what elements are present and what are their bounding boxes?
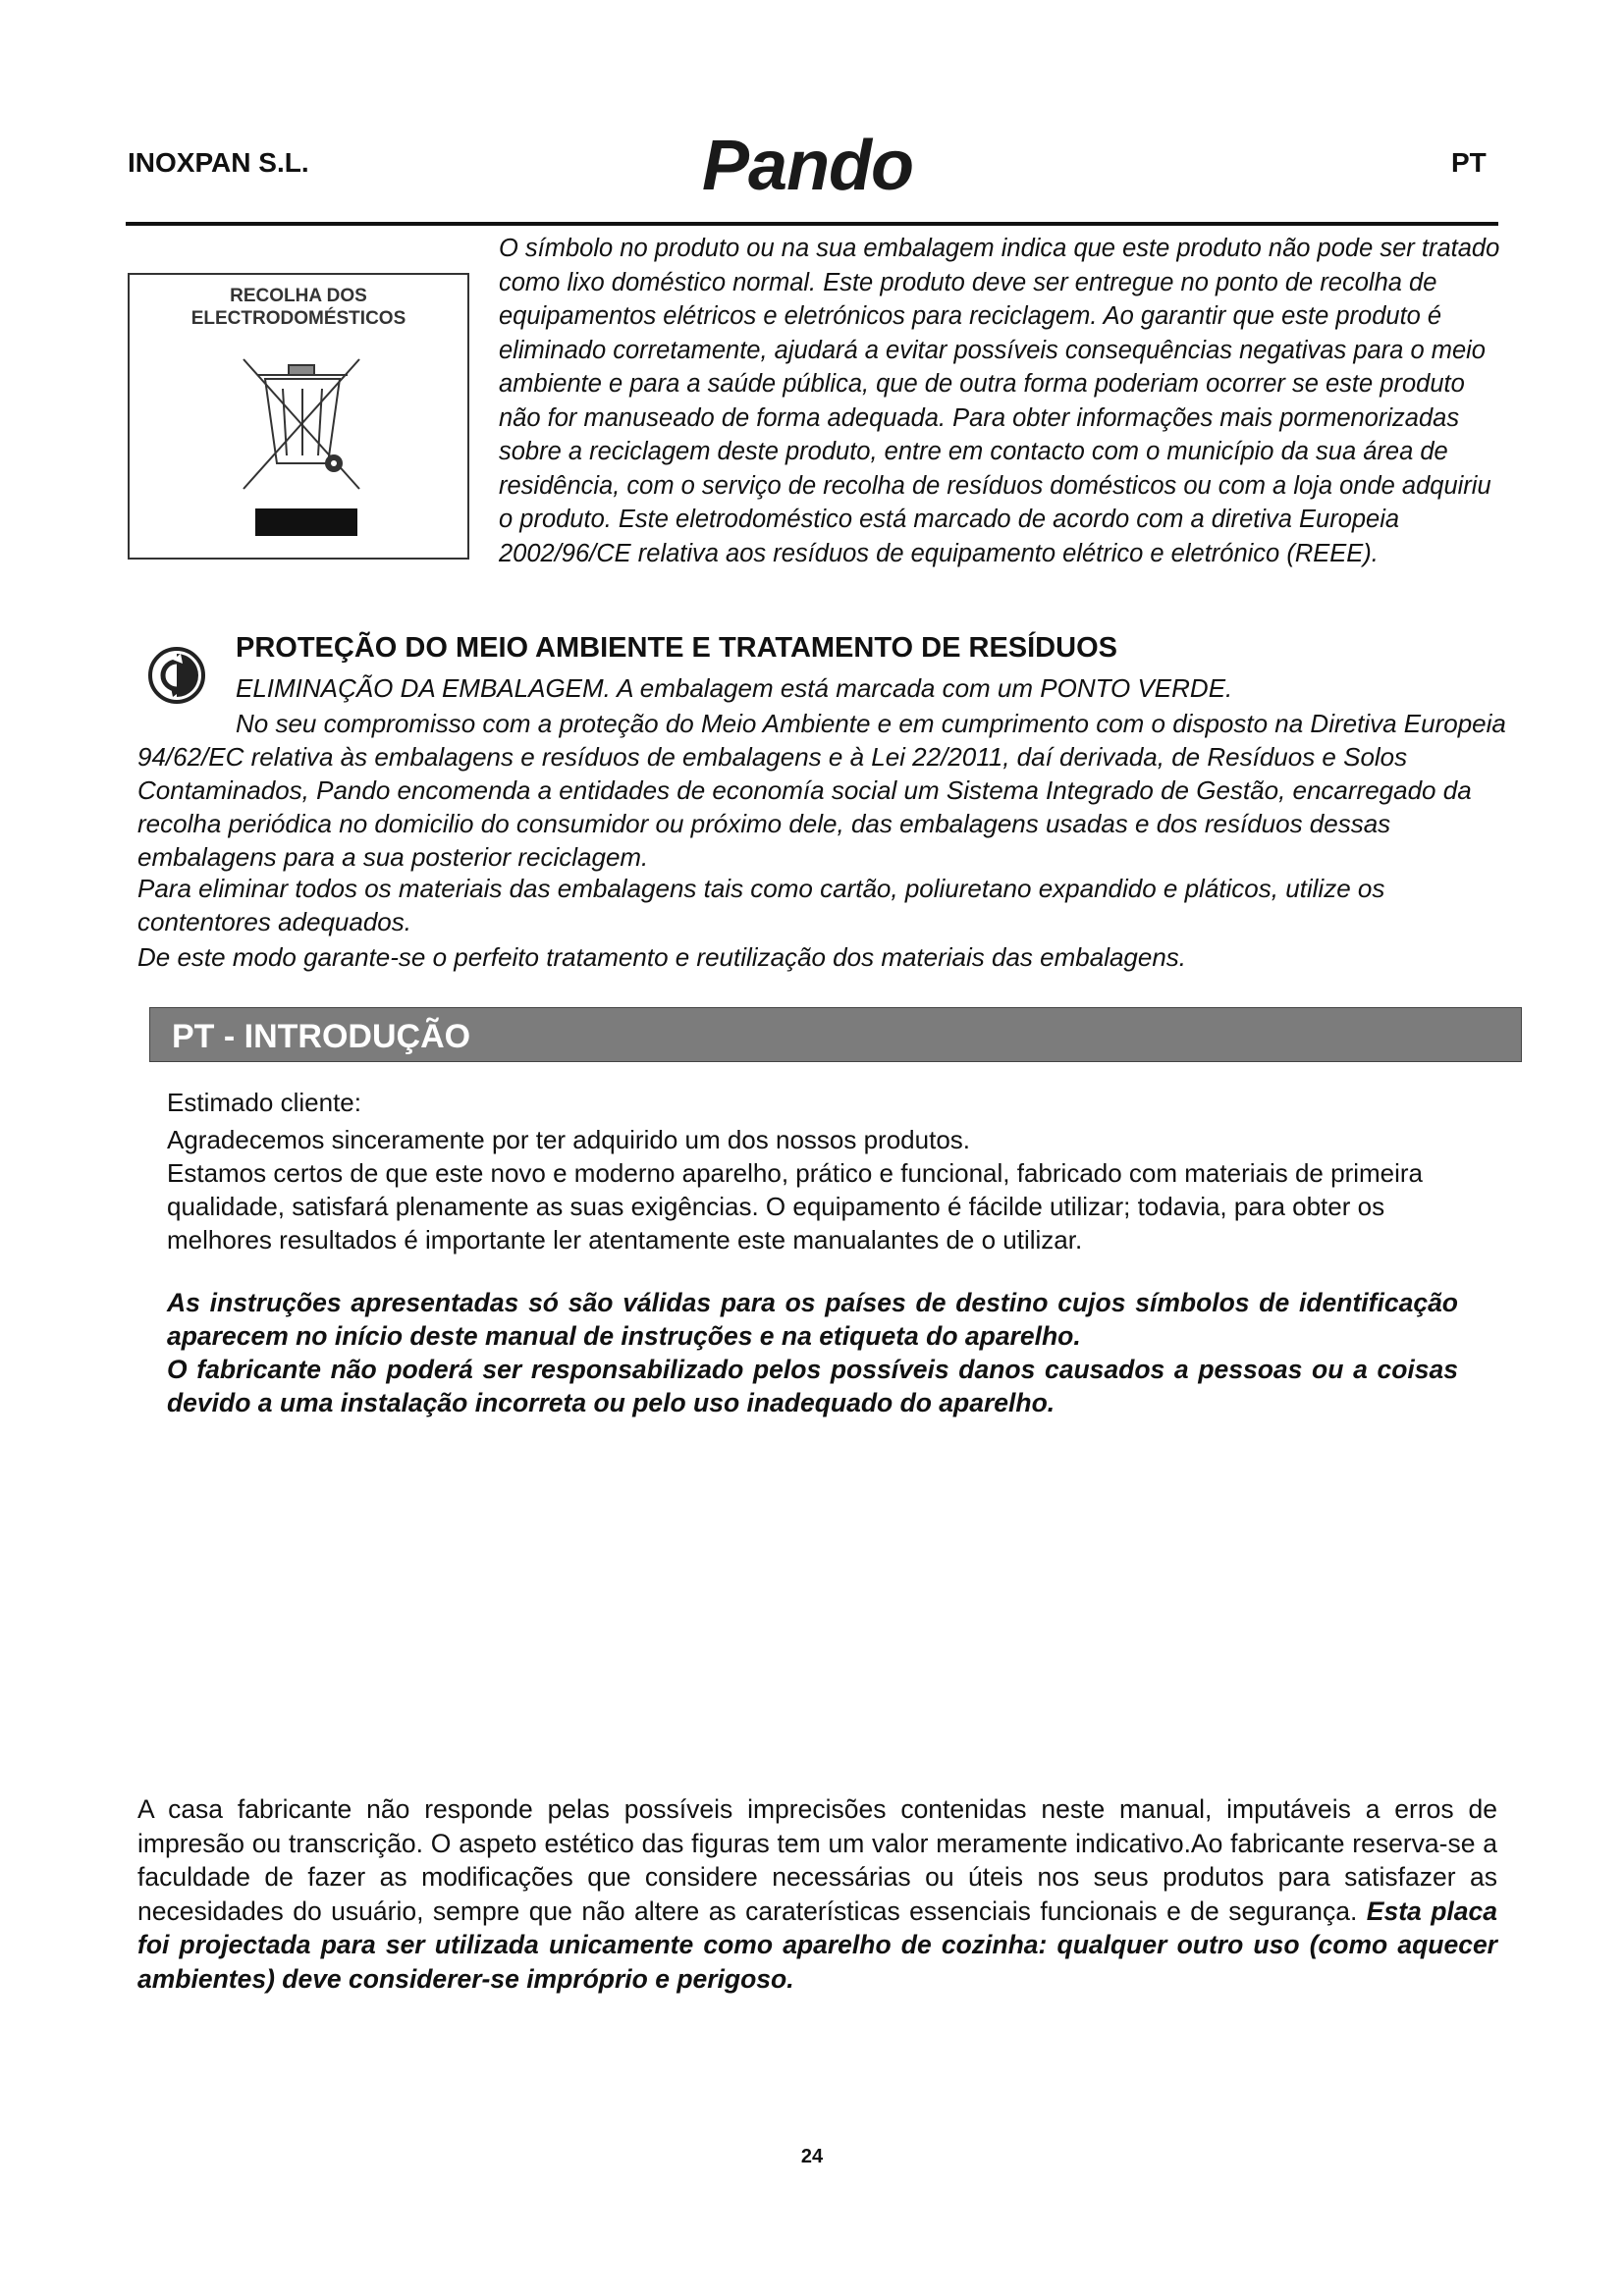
notice-destination-countries: As instruções apresentadas só são válidas para os países de destino cujos símbolos de identificação aparecem no início deste manual de instruções e na etiqueta do aparelho.: [167, 1288, 1458, 1351]
important-notice: [167, 1286, 1458, 1419]
header-divider: [126, 222, 1498, 226]
packaging-disposal-subheading: ELIMINAÇÃO DA EMBALAGEM. A embalagem está marcada com um PONTO VERDE.: [236, 673, 1233, 703]
brand-logo: Pando: [702, 127, 914, 205]
weee-symbol-box: [128, 273, 469, 560]
greeting: Estimado cliente:: [167, 1088, 361, 1117]
disclaimer-text: A casa fabricante não responde pelas possíveis imprecisões contenidas neste manual, imputáveis a erros de impresão ou transcrição. O aspeto estético das figuras tem um valor meramente indicativo.Ao fabricante reserva-se a faculdade de fazer as modificações que considere necessárias ou úteis nos seus produtos para satisfazer as necesidades do usuário, sempre que não altere as caraterísticas essenciais funcionais e de segurança.: [137, 1794, 1497, 1926]
usage-warning: Esta placa foi projectada para ser utilizada unicamente como aparelho de cozinha: qualquer outro uso (como aquecer ambientes) deve considerer-se impróprio e perigoso.: [137, 1896, 1497, 1994]
thanks-line: Agradecemos sinceramente por ter adquirido um dos nossos produtos.: [167, 1125, 970, 1154]
environment-paragraph: No seu compromisso com a proteção do Meio Ambiente e em cumprimento com o disposto na Diretiva Europeia 94/62/EC relativa às embalagens e resíduos de embalagens e à Lei 22/2011, daí derivada, de Resíduos e Solos Contaminados, Pando encomenda a entidades de economía social um Sistema Integrado de Gestão, encarregado da recolha periódica no domicilio do consumidor ou próximo dele, das embalagens usadas e dos resíduos dessas embalagens para a sua posterior reciclagem.: [137, 709, 1506, 872]
green-dot-recycle-icon: [147, 646, 206, 705]
section-title: PT - INTRODUÇÃO: [172, 1018, 471, 1055]
environment-heading: PROTEÇÃO DO MEIO AMBIENTE E TRATAMENTO DE RESÍDUOS: [236, 632, 1117, 664]
manufacturer-disclaimer: [137, 1792, 1497, 1996]
weee-paragraph: O símbolo no produto ou na sua embalagem indica que este produto não pode ser tratado como lixo doméstico normal. Este produto deve ser entregue no ponto de recolha de equipamentos elétricos e eletrónicos para reciclagem. Ao garantir que este produto é eliminado corretamente, ajudará a evitar possíveis consequências negativas para o meio ambiente e para a saúde pública, que de outra forma poderiam ocorrer se este produto não for manuseado de forma adequada. Para obter informações mais pormenorizadas sobre a reciclagem deste produto, entre em contacto com o município da sua área de residência, com o serviço de recolha de resíduos domésticos ou com a loja onde adquiriu o produto. Este eletrodoméstico está marcado de acordo com a diretiva Europeia 2002/96/CE relativa aos resíduos de equipamento elétrico e eletrónico (REEE).: [499, 235, 1500, 567]
crossed-out-wheelie-bin-icon: [238, 353, 365, 540]
notice-manufacturer-liability: O fabricante não poderá ser responsabilizado pelos possíveis danos causados a pessoas ou a coisas devido a uma instalação incorreta ou pelo uso inadequado do aparelho.: [167, 1355, 1458, 1417]
weee-label: RECOLHA DOS ELECTRODOMÉSTICOS: [190, 286, 406, 329]
environment-paragraph-2: Para eliminar todos os materiais das embalagens tais como cartão, poliuretano expandido e pláticos, utilize os contentores adequados.: [137, 874, 1385, 936]
section-header-introduction: [149, 1007, 1522, 1062]
language-code: PT: [1451, 147, 1487, 178]
environment-paragraph-3: De este modo garante-se o perfeito tratamento e reutilização dos materiais das embalagens.: [137, 942, 1187, 972]
page-number: 24: [800, 2146, 824, 2167]
company-name: INOXPAN S.L.: [128, 147, 309, 178]
intro-paragraph: Estamos certos de que este novo e moderno aparelho, prático e funcional, fabricado com materiais de primeira qualidade, satisfará plenamente as suas exigências. O equipamento é fácilde utilizar; todavia, para obter os melhores resultados é importante ler atentamente este manualantes de o utilizar.: [167, 1158, 1424, 1255]
